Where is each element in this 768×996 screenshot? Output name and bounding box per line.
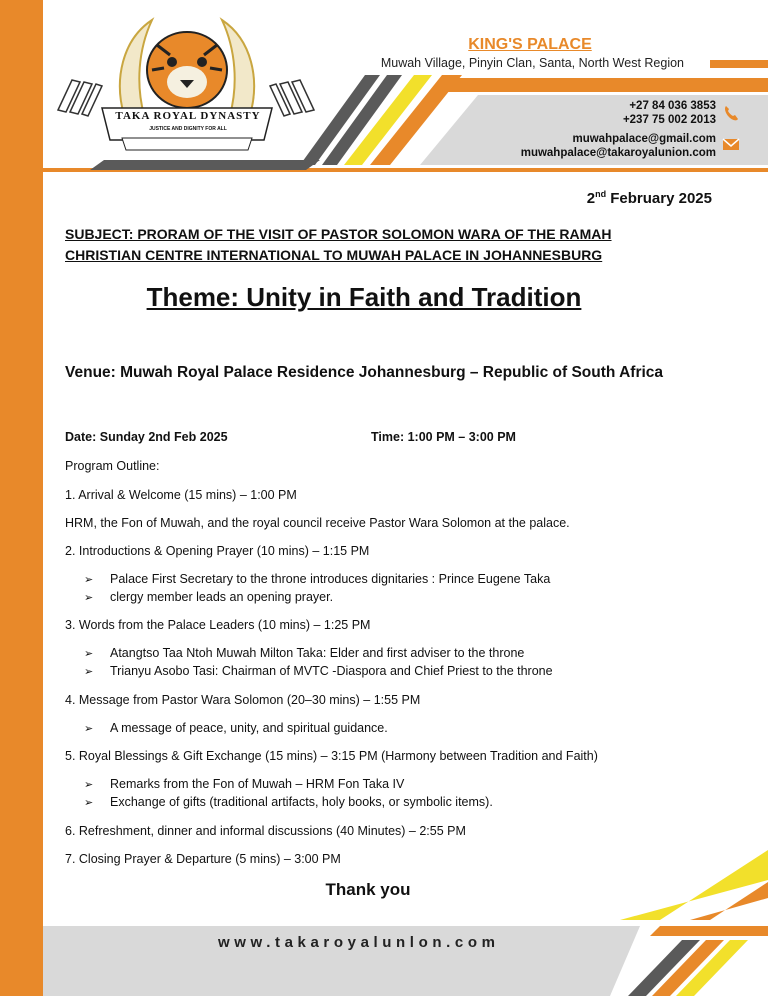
bullet-arrow-icon: ➢ <box>84 797 94 809</box>
letter-subject: SUBJECT: PRORAM OF THE VISIT OF PASTOR SOLOMON WARA OF THE RAMAH CHRISTIAN CENTRE INTERNATIONAL TO MUWAH PALACE IN JOHANNESBURG <box>65 226 612 263</box>
event-date: Date: Sunday 2nd Feb 2025 <box>65 430 228 444</box>
item-1-heading: 1. Arrival & Welcome (15 mins) – 1:00 PM <box>65 488 297 502</box>
item-7-heading: 7. Closing Prayer & Departure (5 mins) – 3:00 PM <box>65 852 341 866</box>
bullet-arrow-icon: ➢ <box>84 574 94 586</box>
list-item: ➢ A message of peace, unity, and spiritual guidance. <box>84 721 388 735</box>
bullet-arrow-icon: ➢ <box>84 779 94 791</box>
bullet-arrow-icon: ➢ <box>84 666 94 678</box>
letterhead-address: Muwah Village, Pinyin Clan, Santa, North West Region <box>380 56 684 70</box>
item-6-heading: 6. Refreshment, dinner and informal discussions (40 Minutes) – 2:55 PM <box>65 824 466 838</box>
phone-2: +237 75 002 2013 <box>622 114 716 126</box>
item-5-heading: 5. Royal Blessings & Gift Exchange (15 mins) – 3:15 PM (Harmony between Tradition and Faith) <box>65 749 598 763</box>
email-2: muwahpalace@takaroyalunion.com <box>520 147 716 159</box>
letter-theme: Theme: Unity in Faith and Tradition <box>146 282 582 312</box>
letterhead-title: KING'S PALACE <box>468 36 592 53</box>
email-1: muwahpalace@gmail.com <box>572 133 716 145</box>
closing-text: Thank you <box>325 880 411 899</box>
list-item: ➢ Palace First Secretary to the throne introduces dignitaries : Prince Eugene Taka <box>84 572 551 586</box>
bullet-arrow-icon: ➢ <box>84 648 94 660</box>
dynasty-name: TAKA ROYAL DYNASTY <box>115 110 261 122</box>
item-3-heading: 3. Words from the Palace Leaders (10 mins) – 1:25 PM <box>65 618 371 632</box>
letter-date: 2nd February 2025 <box>586 189 712 207</box>
phone-1: +27 84 036 3853 <box>629 100 716 112</box>
event-time: Time: 1:00 PM – 3:00 PM <box>371 430 516 444</box>
taka-royal-dynasty-logo <box>52 10 322 170</box>
list-item: ➢ Exchange of gifts (traditional artifacts, holy books, or symbolic items). <box>84 795 493 809</box>
item-1-text: HRM, the Fon of Muwah, and the royal council receive Pastor Wara Solomon at the palace. <box>65 516 570 530</box>
letter-venue: Venue: Muwah Royal Palace Residence Johannesburg – Republic of South Africa <box>65 364 664 381</box>
outline-label: Program Outline: <box>65 459 160 473</box>
list-item: ➢ Trianyu Asobo Tasi: Chairman of MVTC -Diaspora and Chief Priest to the throne <box>84 664 553 678</box>
dynasty-motto: JUSTICE AND DIGNITY FOR ALL <box>149 126 227 132</box>
list-item: ➢ Atangtso Taa Ntoh Muwah Milton Taka: Elder and first adviser to the throne <box>84 646 525 660</box>
bullet-arrow-icon: ➢ <box>84 723 94 735</box>
email-icon <box>722 137 740 151</box>
website-link[interactable]: www.takaroyalunlon.com <box>218 934 500 951</box>
footer-graphic <box>0 840 768 996</box>
list-item: ➢ clergy member leads an opening prayer. <box>84 590 334 604</box>
list-item: ➢ Remarks from the Fon of Muwah – HRM Fon Taka IV <box>84 777 405 791</box>
item-2-heading: 2. Introductions & Opening Prayer (10 mins) – 1:15 PM <box>65 544 370 558</box>
phone-icon <box>722 104 740 122</box>
item-4-heading: 4. Message from Pastor Wara Solomon (20–30 mins) – 1:55 PM <box>65 693 421 707</box>
bullet-arrow-icon: ➢ <box>84 592 94 604</box>
